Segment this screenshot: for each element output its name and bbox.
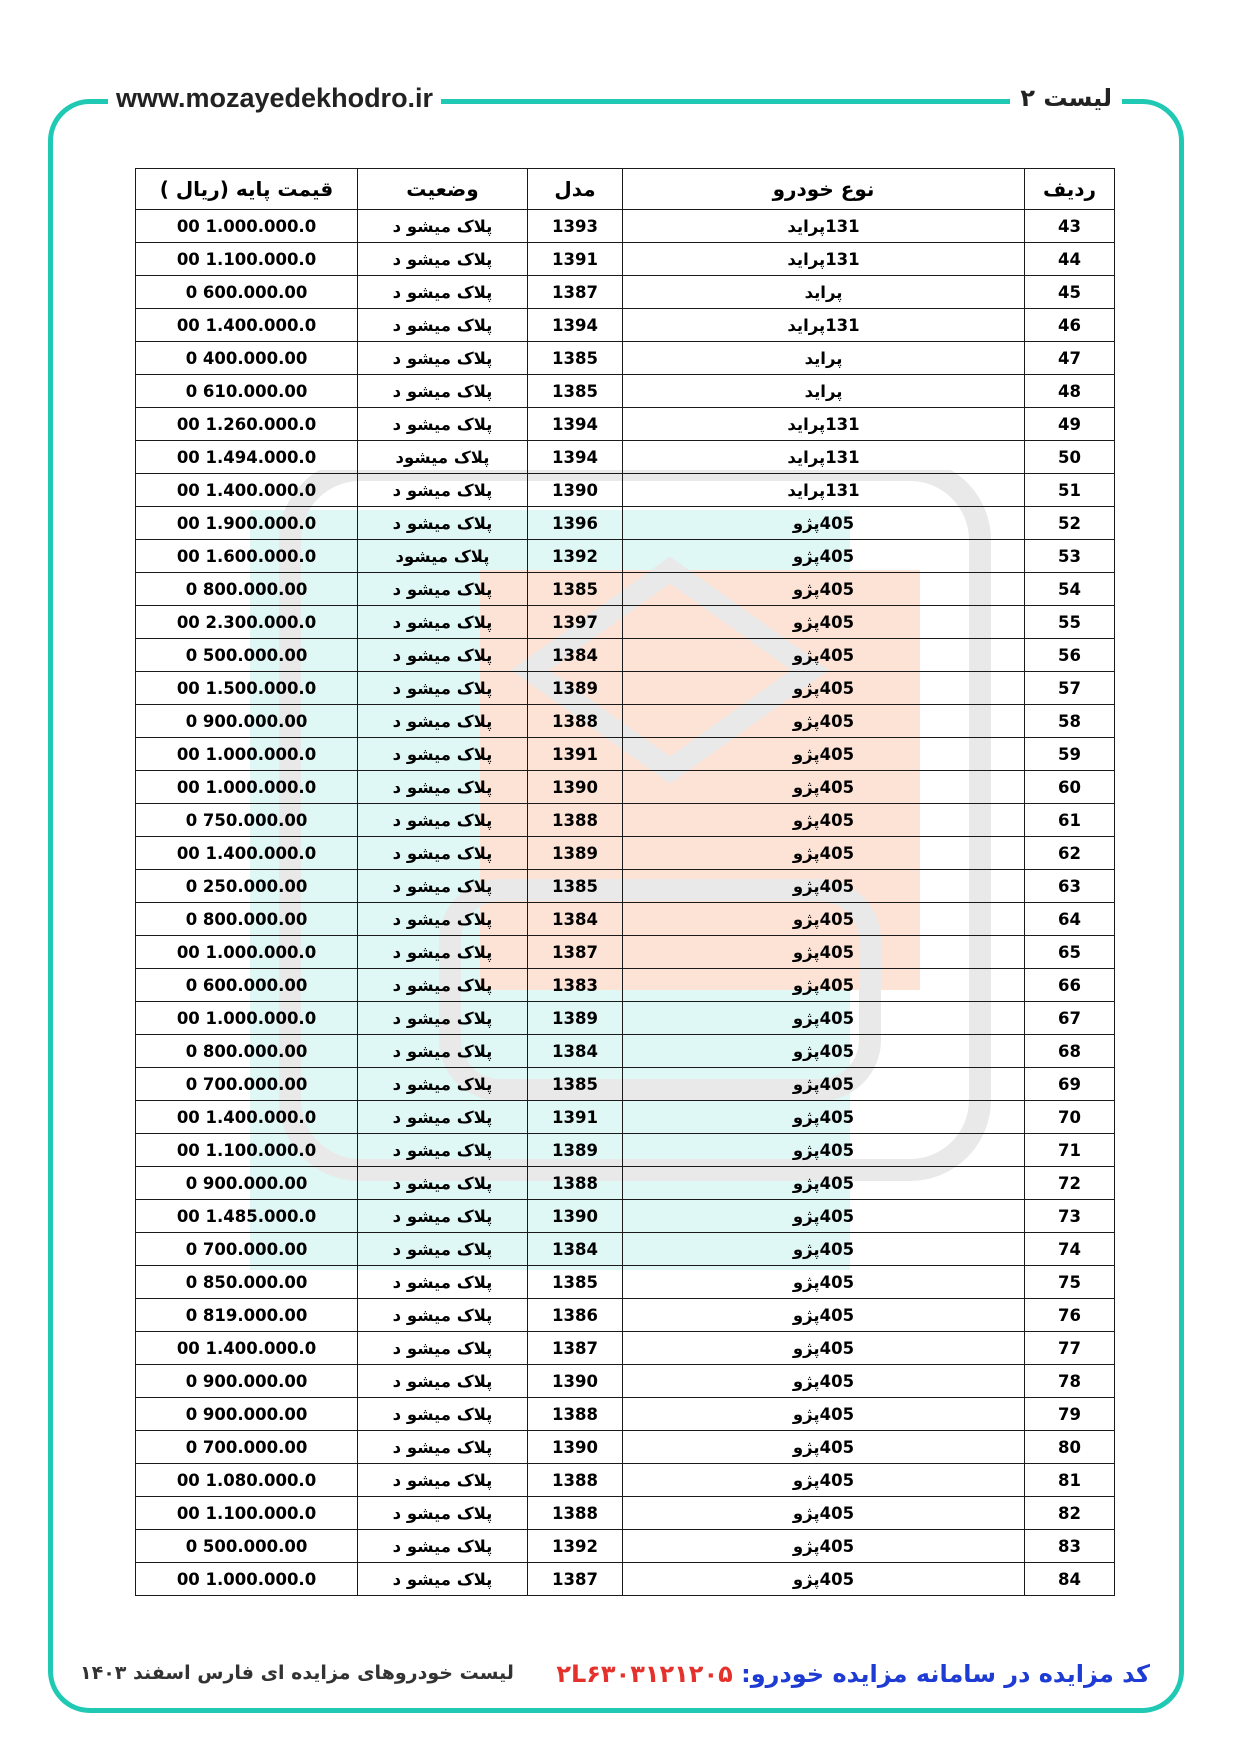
cars-table xyxy=(135,168,1115,1596)
cell-model: 1393 xyxy=(528,210,623,243)
cell-car-type: 405پژو xyxy=(623,1266,1025,1299)
cell-base-price: 800.000.00 0 xyxy=(136,1035,358,1068)
cell-car-type: 405پژو xyxy=(623,1563,1025,1596)
table-row xyxy=(136,804,1115,837)
cell-status: پلاک میشو د xyxy=(358,408,528,441)
cell-row-no: 55 xyxy=(1025,606,1115,639)
cell-car-type: 405پژو xyxy=(623,771,1025,804)
table-row xyxy=(136,342,1115,375)
table-row xyxy=(136,1002,1115,1035)
cell-model: 1384 xyxy=(528,1233,623,1266)
table-row xyxy=(136,969,1115,1002)
cell-status: پلاک میشو د xyxy=(358,1464,528,1497)
cell-row-no: 74 xyxy=(1025,1233,1115,1266)
cell-row-no: 77 xyxy=(1025,1332,1115,1365)
cell-model: 1390 xyxy=(528,1431,623,1464)
cell-model: 1394 xyxy=(528,408,623,441)
cell-car-type: پراید xyxy=(623,375,1025,408)
cell-car-type: 405پژو xyxy=(623,639,1025,672)
table-row xyxy=(136,1266,1115,1299)
cell-row-no: 83 xyxy=(1025,1530,1115,1563)
cell-model: 1390 xyxy=(528,771,623,804)
cell-model: 1385 xyxy=(528,375,623,408)
cell-base-price: 800.000.00 0 xyxy=(136,903,358,936)
cell-row-no: 72 xyxy=(1025,1167,1115,1200)
cell-model: 1387 xyxy=(528,276,623,309)
table-row xyxy=(136,210,1115,243)
cell-base-price: 1.500.000.0 00 xyxy=(136,672,358,705)
cell-car-type: 405پژو xyxy=(623,837,1025,870)
cell-status: پلاک میشو د xyxy=(358,1035,528,1068)
cell-base-price: 900.000.00 0 xyxy=(136,1365,358,1398)
table-row xyxy=(136,408,1115,441)
cell-base-price: 250.000.00 0 xyxy=(136,870,358,903)
cell-row-no: 54 xyxy=(1025,573,1115,606)
cell-base-price: 700.000.00 0 xyxy=(136,1068,358,1101)
cell-status: پلاک میشو د xyxy=(358,1233,528,1266)
cell-base-price: 1.100.000.0 00 xyxy=(136,243,358,276)
cell-base-price: 819.000.00 0 xyxy=(136,1299,358,1332)
table-row xyxy=(136,243,1115,276)
cell-status: پلاک میشو د xyxy=(358,375,528,408)
cell-model: 1388 xyxy=(528,705,623,738)
cell-base-price: 600.000.00 0 xyxy=(136,276,358,309)
website-url[interactable]: www.mozayedekhodro.ir xyxy=(108,78,441,118)
cell-model: 1391 xyxy=(528,1101,623,1134)
cell-base-price: 1.400.000.0 00 xyxy=(136,309,358,342)
cell-model: 1390 xyxy=(528,1365,623,1398)
cell-status: پلاک میشو د xyxy=(358,1497,528,1530)
table-row xyxy=(136,903,1115,936)
auction-code-label: کد مزایده در سامانه مزایده خودرو: xyxy=(741,1660,1150,1688)
table-row xyxy=(136,672,1115,705)
cell-car-type: 405پژو xyxy=(623,507,1025,540)
table-row xyxy=(136,870,1115,903)
cell-status: پلاک میشو د xyxy=(358,771,528,804)
cell-car-type: 405پژو xyxy=(623,540,1025,573)
cell-row-no: 44 xyxy=(1025,243,1115,276)
cell-status: پلاک میشو د xyxy=(358,1002,528,1035)
table-row xyxy=(136,276,1115,309)
cell-row-no: 79 xyxy=(1025,1398,1115,1431)
table-row xyxy=(136,375,1115,408)
cell-car-type: 405پژو xyxy=(623,804,1025,837)
cell-row-no: 58 xyxy=(1025,705,1115,738)
cell-base-price: 1.400.000.0 00 xyxy=(136,1332,358,1365)
cell-car-type: پراید xyxy=(623,342,1025,375)
table-row xyxy=(136,507,1115,540)
cell-car-type: 131پراید xyxy=(623,309,1025,342)
table-row xyxy=(136,309,1115,342)
table-row xyxy=(136,540,1115,573)
cell-status: پلاک میشو د xyxy=(358,1398,528,1431)
cell-status: پلاک میشو د xyxy=(358,1167,528,1200)
cell-status: پلاک میشو د xyxy=(358,837,528,870)
cell-car-type: 405پژو xyxy=(623,1134,1025,1167)
header-model: مدل xyxy=(528,169,623,210)
cell-row-no: 59 xyxy=(1025,738,1115,771)
cell-status: پلاک میشو د xyxy=(358,1299,528,1332)
cell-car-type: 405پژو xyxy=(623,738,1025,771)
cell-car-type: 405پژو xyxy=(623,969,1025,1002)
cell-base-price: 1.260.000.0 00 xyxy=(136,408,358,441)
cell-car-type: 405پژو xyxy=(623,1200,1025,1233)
table-row xyxy=(136,1497,1115,1530)
cell-base-price: 1.600.000.0 00 xyxy=(136,540,358,573)
cell-status: پلاک میشو د xyxy=(358,1365,528,1398)
table-row xyxy=(136,705,1115,738)
cell-row-no: 49 xyxy=(1025,408,1115,441)
cell-base-price: 610.000.00 0 xyxy=(136,375,358,408)
cell-model: 1388 xyxy=(528,804,623,837)
cell-car-type: 405پژو xyxy=(623,1497,1025,1530)
cell-row-no: 45 xyxy=(1025,276,1115,309)
table-row xyxy=(136,738,1115,771)
cell-row-no: 75 xyxy=(1025,1266,1115,1299)
cell-car-type: 405پژو xyxy=(623,705,1025,738)
cell-model: 1390 xyxy=(528,1200,623,1233)
table-row xyxy=(136,936,1115,969)
cell-base-price: 900.000.00 0 xyxy=(136,1398,358,1431)
table-row xyxy=(136,639,1115,672)
cell-row-no: 67 xyxy=(1025,1002,1115,1035)
table-row xyxy=(136,771,1115,804)
cell-model: 1387 xyxy=(528,1332,623,1365)
header-car-type: نوع خودرو xyxy=(623,169,1025,210)
cell-status: پلاک میشو د xyxy=(358,606,528,639)
cell-car-type: 405پژو xyxy=(623,1431,1025,1464)
cell-model: 1392 xyxy=(528,1530,623,1563)
cell-model: 1385 xyxy=(528,1068,623,1101)
cell-model: 1383 xyxy=(528,969,623,1002)
cell-base-price: 1.080.000.0 00 xyxy=(136,1464,358,1497)
header-row-no: ردیف xyxy=(1025,169,1115,210)
cell-status: پلاک میشو د xyxy=(358,969,528,1002)
table-row xyxy=(136,1398,1115,1431)
cell-status: پلاک میشو د xyxy=(358,738,528,771)
cell-base-price: 1.400.000.0 00 xyxy=(136,1101,358,1134)
cell-base-price: 1.400.000.0 00 xyxy=(136,837,358,870)
cell-status: پلاک میشو د xyxy=(358,1200,528,1233)
cell-model: 1386 xyxy=(528,1299,623,1332)
cell-base-price: 1.494.000.0 00 xyxy=(136,441,358,474)
cars-table-body xyxy=(136,210,1115,1596)
cell-car-type: 405پژو xyxy=(623,1101,1025,1134)
table-row xyxy=(136,606,1115,639)
cell-model: 1384 xyxy=(528,903,623,936)
cell-status: پلاک میشو د xyxy=(358,210,528,243)
table-row xyxy=(136,1068,1115,1101)
cell-model: 1385 xyxy=(528,342,623,375)
cell-car-type: 405پژو xyxy=(623,1233,1025,1266)
cell-base-price: 1.000.000.0 00 xyxy=(136,936,358,969)
cell-car-type: 131پراید xyxy=(623,243,1025,276)
cell-status: پلاک میشو د xyxy=(358,1530,528,1563)
table-row xyxy=(136,1035,1115,1068)
cell-row-no: 64 xyxy=(1025,903,1115,936)
cell-status: پلاک میشو د xyxy=(358,1563,528,1596)
cell-car-type: 405پژو xyxy=(623,1530,1025,1563)
cell-base-price: 800.000.00 0 xyxy=(136,573,358,606)
cell-base-price: 750.000.00 0 xyxy=(136,804,358,837)
cell-status: پلاک میشو د xyxy=(358,309,528,342)
table-row xyxy=(136,1563,1115,1596)
cell-row-no: 84 xyxy=(1025,1563,1115,1596)
cell-model: 1396 xyxy=(528,507,623,540)
cell-model: 1392 xyxy=(528,540,623,573)
cell-model: 1385 xyxy=(528,870,623,903)
cell-row-no: 78 xyxy=(1025,1365,1115,1398)
table-row xyxy=(136,1530,1115,1563)
header-base-price: قیمت پایه (ریال ) xyxy=(136,169,358,210)
cell-model: 1384 xyxy=(528,639,623,672)
cell-base-price: 700.000.00 0 xyxy=(136,1431,358,1464)
cell-car-type: 405پژو xyxy=(623,1035,1025,1068)
cell-car-type: 405پژو xyxy=(623,936,1025,969)
cell-car-type: 405پژو xyxy=(623,573,1025,606)
cell-row-no: 81 xyxy=(1025,1464,1115,1497)
cell-car-type: 405پژو xyxy=(623,672,1025,705)
cell-model: 1385 xyxy=(528,1266,623,1299)
cell-row-no: 52 xyxy=(1025,507,1115,540)
cell-status: پلاک میشو د xyxy=(358,903,528,936)
cell-status: پلاک میشو د xyxy=(358,936,528,969)
cell-model: 1389 xyxy=(528,1002,623,1035)
cell-car-type: 405پژو xyxy=(623,1332,1025,1365)
list-caption: لیست خودروهای مزایده ای فارس اسفند ۱۴۰۳ xyxy=(80,1662,514,1684)
cell-base-price: 500.000.00 0 xyxy=(136,639,358,672)
cell-model: 1389 xyxy=(528,837,623,870)
cell-base-price: 1.000.000.0 00 xyxy=(136,771,358,804)
cell-base-price: 700.000.00 0 xyxy=(136,1233,358,1266)
cell-row-no: 62 xyxy=(1025,837,1115,870)
cell-base-price: 850.000.00 0 xyxy=(136,1266,358,1299)
cell-base-price: 1.000.000.0 00 xyxy=(136,738,358,771)
table-header-row xyxy=(136,169,1115,210)
cell-car-type: 131پراید xyxy=(623,474,1025,507)
cell-model: 1390 xyxy=(528,474,623,507)
auction-code-value: ۲L۶۳۰۳۱۲۱۲۰۵ xyxy=(556,1660,733,1688)
cell-car-type: 405پژو xyxy=(623,1365,1025,1398)
cell-status: پلاک میشود xyxy=(358,540,528,573)
cell-model: 1385 xyxy=(528,573,623,606)
cell-base-price: 1.100.000.0 00 xyxy=(136,1134,358,1167)
cell-car-type: 405پژو xyxy=(623,870,1025,903)
cell-model: 1389 xyxy=(528,672,623,705)
auction-code xyxy=(556,1660,1150,1688)
cell-model: 1389 xyxy=(528,1134,623,1167)
cell-row-no: 70 xyxy=(1025,1101,1115,1134)
cell-status: پلاک میشو د xyxy=(358,672,528,705)
cell-status: پلاک میشو د xyxy=(358,474,528,507)
cell-status: پلاک میشو د xyxy=(358,1431,528,1464)
cell-base-price: 1.100.000.0 00 xyxy=(136,1497,358,1530)
cell-base-price: 1.000.000.0 00 xyxy=(136,1563,358,1596)
cell-base-price: 900.000.00 0 xyxy=(136,1167,358,1200)
cell-car-type: 405پژو xyxy=(623,1299,1025,1332)
cell-row-no: 68 xyxy=(1025,1035,1115,1068)
cell-status: پلاک میشو د xyxy=(358,342,528,375)
list-number-label: لیست ۲ xyxy=(1010,78,1122,118)
cell-model: 1387 xyxy=(528,936,623,969)
cell-car-type: 405پژو xyxy=(623,606,1025,639)
cell-row-no: 63 xyxy=(1025,870,1115,903)
table-row xyxy=(136,1134,1115,1167)
table-row xyxy=(136,474,1115,507)
cell-model: 1397 xyxy=(528,606,623,639)
cell-model: 1388 xyxy=(528,1167,623,1200)
cell-base-price: 1.000.000.0 00 xyxy=(136,1002,358,1035)
cell-status: پلاک میشو د xyxy=(358,1134,528,1167)
table-row xyxy=(136,1233,1115,1266)
cell-row-no: 76 xyxy=(1025,1299,1115,1332)
cell-status: پلاک میشو د xyxy=(358,1068,528,1101)
cell-status: پلاک میشو د xyxy=(358,639,528,672)
header-status: وضعیت xyxy=(358,169,528,210)
cell-car-type: 405پژو xyxy=(623,1002,1025,1035)
cell-row-no: 48 xyxy=(1025,375,1115,408)
cell-status: پلاک میشو د xyxy=(358,804,528,837)
cell-status: پلاک میشو د xyxy=(358,1101,528,1134)
table-row xyxy=(136,1332,1115,1365)
table-row xyxy=(136,1167,1115,1200)
cell-status: پلاک میشود xyxy=(358,441,528,474)
cell-car-type: 131پراید xyxy=(623,441,1025,474)
table-row xyxy=(136,1431,1115,1464)
table-row xyxy=(136,573,1115,606)
cell-base-price: 1.485.000.0 00 xyxy=(136,1200,358,1233)
cell-row-no: 43 xyxy=(1025,210,1115,243)
cell-model: 1388 xyxy=(528,1497,623,1530)
cell-car-type: 131پراید xyxy=(623,408,1025,441)
cell-base-price: 1.900.000.0 00 xyxy=(136,507,358,540)
cell-status: پلاک میشو د xyxy=(358,705,528,738)
cell-base-price: 900.000.00 0 xyxy=(136,705,358,738)
cell-row-no: 50 xyxy=(1025,441,1115,474)
cell-row-no: 51 xyxy=(1025,474,1115,507)
cell-car-type: 405پژو xyxy=(623,1464,1025,1497)
cell-model: 1384 xyxy=(528,1035,623,1068)
cell-model: 1387 xyxy=(528,1563,623,1596)
cell-base-price: 400.000.00 0 xyxy=(136,342,358,375)
cell-model: 1391 xyxy=(528,243,623,276)
cell-row-no: 73 xyxy=(1025,1200,1115,1233)
table-row xyxy=(136,1365,1115,1398)
cell-base-price: 1.400.000.0 00 xyxy=(136,474,358,507)
cell-row-no: 56 xyxy=(1025,639,1115,672)
cell-model: 1388 xyxy=(528,1398,623,1431)
cell-base-price: 2.300.000.0 00 xyxy=(136,606,358,639)
cell-row-no: 61 xyxy=(1025,804,1115,837)
cell-row-no: 69 xyxy=(1025,1068,1115,1101)
table-row xyxy=(136,1200,1115,1233)
cell-car-type: 131پراید xyxy=(623,210,1025,243)
cell-row-no: 46 xyxy=(1025,309,1115,342)
cell-car-type: 405پژو xyxy=(623,903,1025,936)
cell-status: پلاک میشو د xyxy=(358,1266,528,1299)
cell-base-price: 500.000.00 0 xyxy=(136,1530,358,1563)
cell-row-no: 60 xyxy=(1025,771,1115,804)
cell-status: پلاک میشو د xyxy=(358,573,528,606)
cell-row-no: 71 xyxy=(1025,1134,1115,1167)
cell-car-type: 405پژو xyxy=(623,1068,1025,1101)
cell-row-no: 66 xyxy=(1025,969,1115,1002)
cell-base-price: 1.000.000.0 00 xyxy=(136,210,358,243)
cell-row-no: 53 xyxy=(1025,540,1115,573)
cell-row-no: 65 xyxy=(1025,936,1115,969)
cell-status: پلاک میشو د xyxy=(358,1332,528,1365)
cell-status: پلاک میشو د xyxy=(358,243,528,276)
cell-status: پلاک میشو د xyxy=(358,276,528,309)
cell-status: پلاک میشو د xyxy=(358,870,528,903)
cell-row-no: 57 xyxy=(1025,672,1115,705)
cell-model: 1394 xyxy=(528,441,623,474)
table-row xyxy=(136,441,1115,474)
cell-car-type: 405پژو xyxy=(623,1398,1025,1431)
cell-row-no: 80 xyxy=(1025,1431,1115,1464)
cell-model: 1394 xyxy=(528,309,623,342)
table-row xyxy=(136,837,1115,870)
cell-row-no: 47 xyxy=(1025,342,1115,375)
cell-car-type: پراید xyxy=(623,276,1025,309)
cell-status: پلاک میشو د xyxy=(358,507,528,540)
cell-base-price: 600.000.00 0 xyxy=(136,969,358,1002)
cell-row-no: 82 xyxy=(1025,1497,1115,1530)
cell-model: 1391 xyxy=(528,738,623,771)
cell-model: 1388 xyxy=(528,1464,623,1497)
table-row xyxy=(136,1101,1115,1134)
table-row xyxy=(136,1464,1115,1497)
cell-car-type: 405پژو xyxy=(623,1167,1025,1200)
table-row xyxy=(136,1299,1115,1332)
